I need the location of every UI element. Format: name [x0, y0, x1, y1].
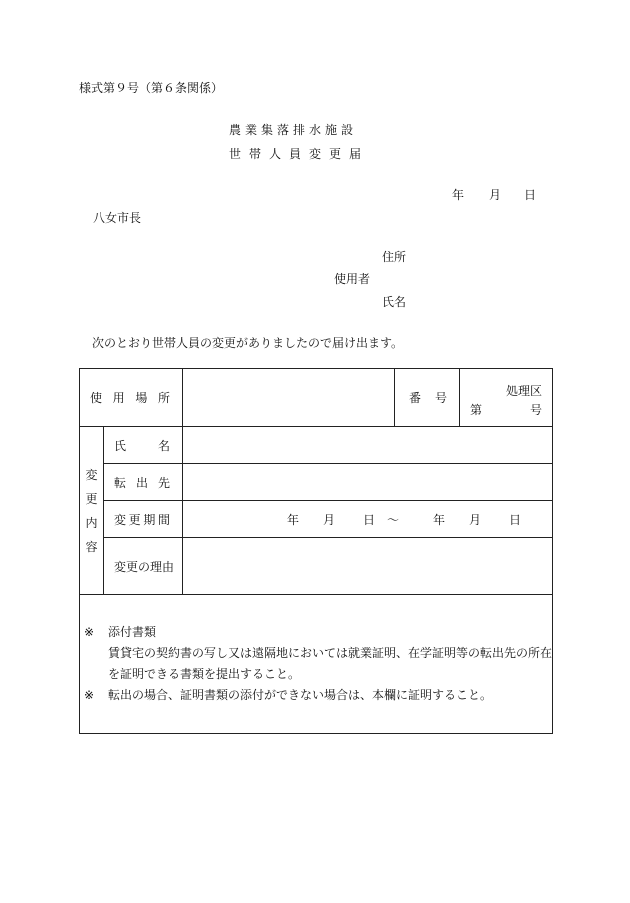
attached-docs-line1: 賃貸宅の契約書の写し又は遠隔地においては就業証明、在学証明等の転出先の所在	[108, 646, 553, 660]
office-cell[interactable]	[460, 369, 553, 427]
address-label: 住所	[382, 250, 407, 264]
change-form-table	[79, 368, 553, 734]
location-row	[80, 369, 553, 427]
form-title-line1: 農業集落排水施設	[229, 123, 358, 137]
form-number: 様式第９号（第６条関係）	[79, 81, 224, 95]
date-month-label: 月	[489, 188, 502, 202]
notes-row	[80, 595, 553, 734]
note-mark: ※	[84, 625, 95, 639]
change-label-char: 内	[85, 515, 98, 530]
destination-label-char: 先	[157, 475, 170, 490]
office-no-suffix: 号	[529, 403, 542, 417]
period-tilde: 〜	[387, 512, 400, 527]
intro-text: 次のとおり世帯人員の変更がありましたので届け出ます。	[92, 336, 404, 350]
number-label-cell	[395, 369, 460, 427]
name-label: 氏名	[382, 295, 407, 309]
reason-label-cell	[104, 538, 183, 595]
period-label-char: 期	[143, 512, 156, 527]
destination-row	[80, 464, 553, 501]
number-label-char: 番	[409, 391, 422, 405]
location-input-cell[interactable]	[183, 369, 395, 427]
name-input-cell[interactable]	[183, 427, 553, 464]
change-section-label-cell	[80, 427, 104, 595]
period-to-year: 年	[433, 512, 446, 527]
moveout-note: 転出の場合、証明書類の添付ができない場合は、本欄に証明すること。	[108, 688, 493, 702]
name-row-label-char: 名	[157, 438, 170, 453]
notes-cell	[80, 595, 553, 734]
period-input-cell[interactable]	[183, 501, 553, 538]
location-label-char: 使	[90, 391, 103, 405]
name-label-cell	[104, 427, 183, 464]
period-to-month: 月	[469, 512, 482, 527]
period-label-char: 間	[157, 512, 170, 527]
period-label-cell	[104, 501, 183, 538]
note-mark: ※	[84, 688, 95, 702]
period-label-char: 変	[114, 512, 127, 527]
location-label-char: 場	[135, 391, 148, 405]
change-label-char: 容	[85, 539, 98, 554]
period-from-day: 日	[363, 512, 376, 527]
destination-label-cell	[104, 464, 183, 501]
name-row-label-char: 氏	[114, 438, 127, 453]
period-label-char: 更	[128, 512, 141, 527]
office-no-prefix: 第	[470, 403, 483, 417]
destination-input-cell[interactable]	[183, 464, 553, 501]
change-label-char: 更	[85, 491, 98, 506]
reason-row	[80, 538, 553, 595]
addressee: 八女市長	[93, 211, 142, 225]
date-day-label: 日	[524, 188, 537, 202]
form-title-line2: 世帯人員変更届	[229, 147, 370, 161]
user-label: 使用者	[334, 272, 371, 286]
name-row	[80, 427, 553, 464]
change-label-char: 変	[85, 467, 98, 482]
attached-docs-title: 添付書類	[108, 625, 157, 639]
period-from-year: 年	[287, 512, 300, 527]
office-label: 処理区	[505, 384, 542, 398]
date-year-label: 年	[452, 188, 465, 202]
period-row	[80, 501, 553, 538]
attached-docs-line2: を証明できる書類を提出すること。	[108, 667, 301, 681]
location-label-char: 所	[157, 391, 170, 405]
destination-label-char: 出	[135, 475, 148, 490]
reason-label: 変更の理由	[114, 559, 175, 574]
location-label-cell	[80, 369, 183, 427]
destination-label-char: 転	[114, 475, 127, 490]
location-label-char: 用	[112, 391, 125, 405]
reason-input-cell[interactable]	[183, 538, 553, 595]
number-label-char: 号	[434, 391, 447, 405]
period-from-month: 月	[323, 512, 336, 527]
period-to-day: 日	[509, 512, 522, 527]
